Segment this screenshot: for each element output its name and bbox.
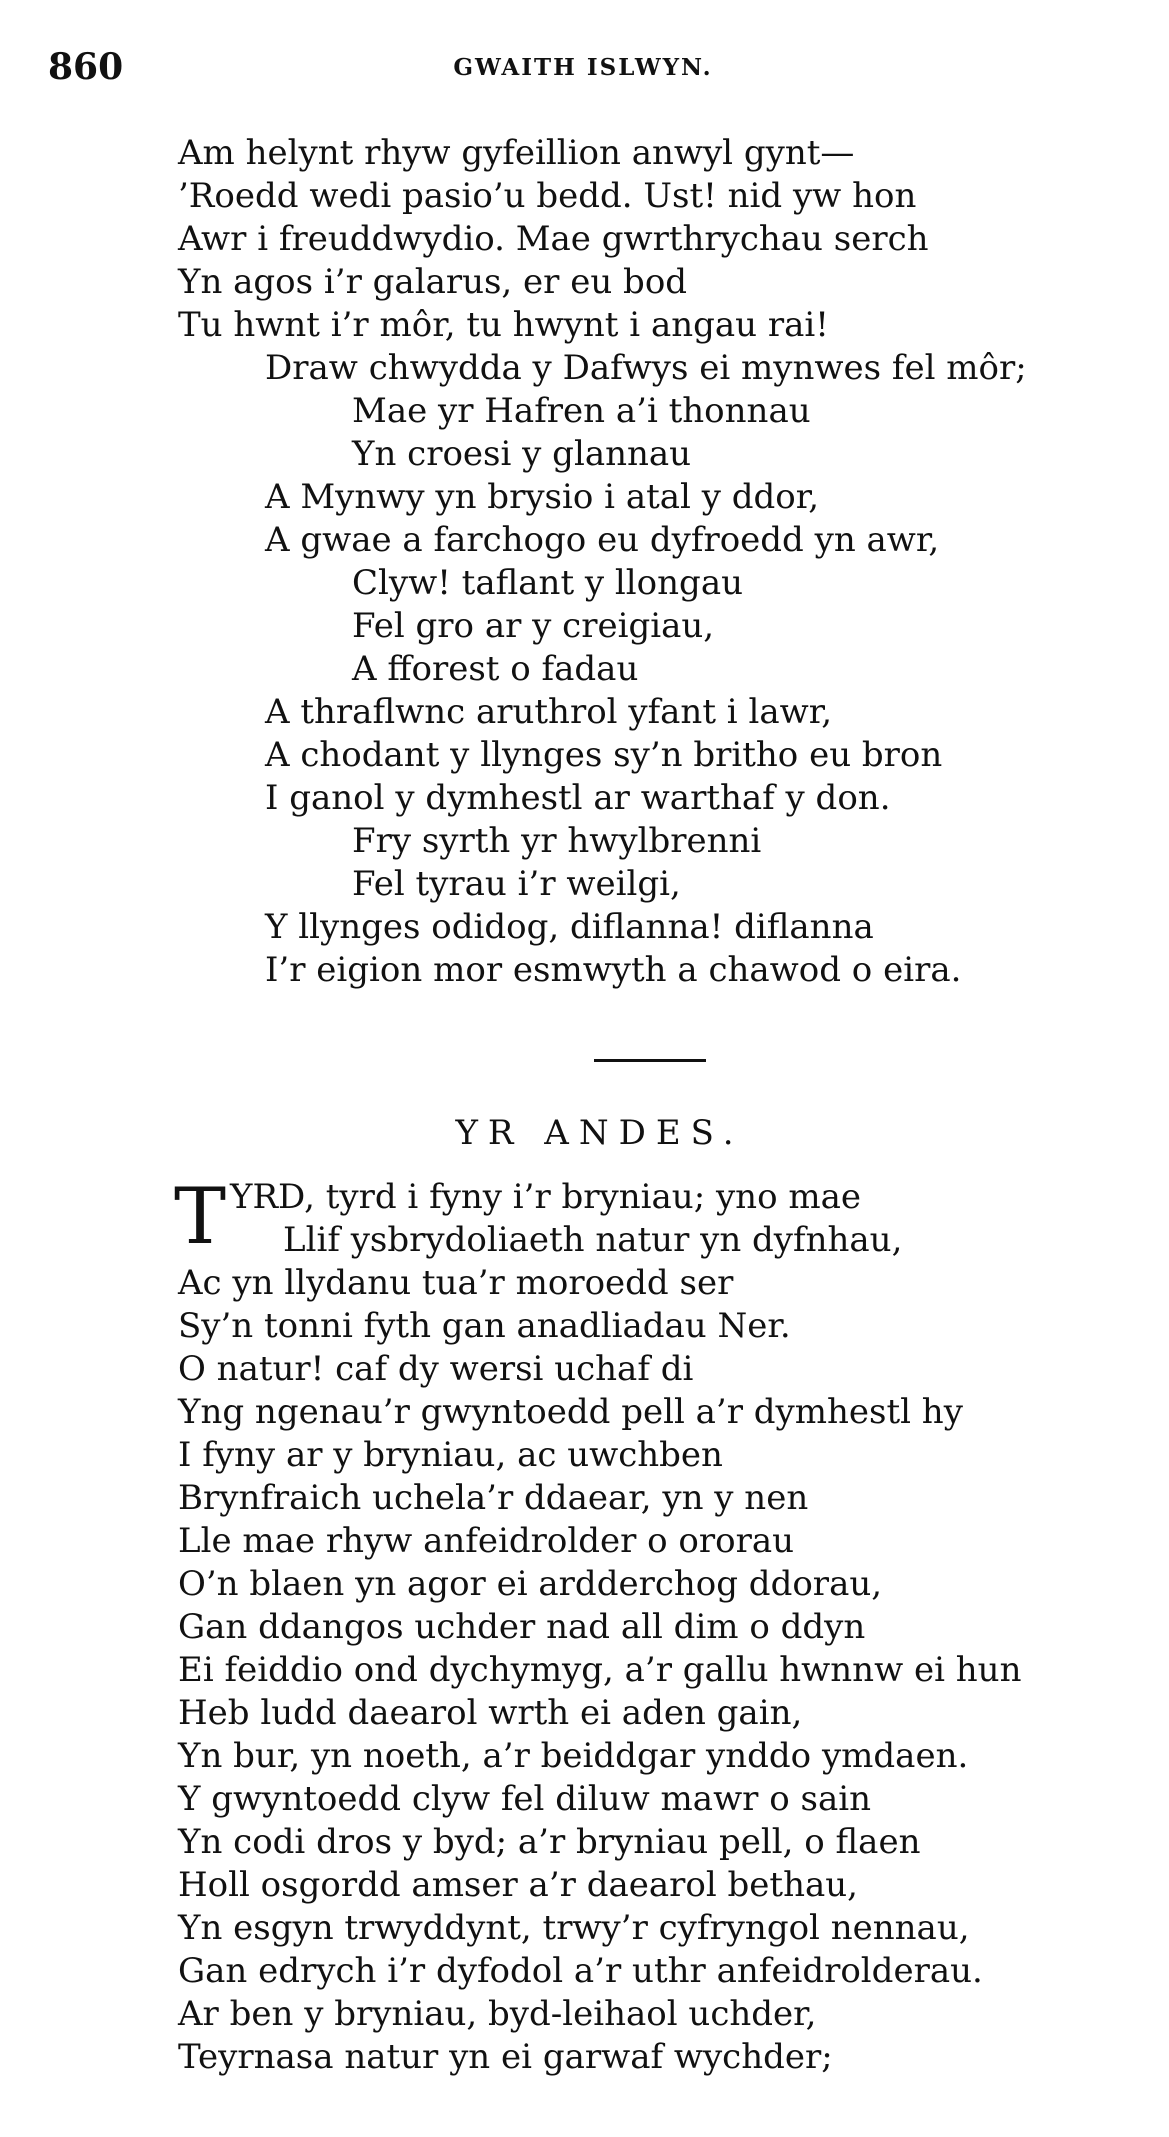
- poem-line: Heb ludd daearol wrth ei aden gain,: [178, 1693, 803, 1733]
- poem-line: Lle mae rhyw anfeidrolder o ororau: [178, 1521, 795, 1561]
- poem-line: Tu hwnt i’r môr, tu hwynt i angau rai!: [178, 305, 829, 345]
- poem-line: Brynfraich uchela’r ddaear, yn y nen: [178, 1478, 809, 1518]
- poem-line: Fry syrth yr hwylbrenni: [352, 821, 762, 861]
- poem-line: A thraflwnc aruthrol yfant i lawr,: [265, 692, 833, 732]
- drop-cap: T: [174, 1172, 227, 1262]
- page-number: 860: [48, 46, 124, 88]
- poem-line-second: Llif ysbrydoliaeth natur yn dyfnhau,: [283, 1220, 903, 1260]
- poem-title: YR ANDES.: [455, 1113, 744, 1153]
- poem-line: I’r eigion mor esmwyth a chawod o eira.: [265, 950, 962, 990]
- poem-line: Ei feiddio ond dychymyg, a’r gallu hwnnw ei hun: [178, 1650, 1022, 1690]
- poem-lines: [0, 1262, 1169, 2079]
- poem-line: Ar ben y bryniau, byd-leihaol uchder,: [178, 1994, 817, 2034]
- poem-line: Yn croesi y glannau: [352, 434, 692, 474]
- poem-line: Mae yr Hafren a’i thonnau: [352, 391, 811, 431]
- poem-line: Holl osgordd amser a’r daearol bethau,: [178, 1865, 858, 1905]
- poem-line: Yn bur, yn noeth, a’r beiddgar ynddo ymdaen.: [178, 1736, 969, 1776]
- poem-line: Yn agos i’r galarus, er eu bod: [178, 262, 688, 302]
- poem-continuation: [0, 132, 1169, 992]
- poem-line: Sy’n tonni fyth gan anadliadau Ner.: [178, 1306, 791, 1346]
- poem-line: Yng ngenau’r gwyntoedd pell a’r dymhestl hy: [178, 1392, 963, 1432]
- poem-line: O natur! caf dy wersi uchaf di: [178, 1349, 694, 1389]
- poem-line: ’Roedd wedi pasio’u bedd. Ust! nid yw hon: [178, 176, 917, 216]
- poem-yr-andes: [0, 1172, 1169, 2079]
- poem-line: A chodant y llynges sy’n britho eu bron: [265, 735, 943, 775]
- poem-line: Fel tyrau i’r weilgi,: [352, 864, 681, 904]
- poem-line: Fel gro ar y creigiau,: [352, 606, 715, 646]
- section-divider: [594, 1059, 706, 1062]
- poem-line: Y llynges odidog, diflanna! diflanna: [265, 907, 874, 947]
- poem-line: Ac yn llydanu tua’r moroedd ser: [178, 1263, 734, 1303]
- poem-line: Draw chwydda y Dafwys ei mynwes fel môr;: [265, 348, 1027, 388]
- poem-line: Yn esgyn trwyddynt, trwy’r cyfryngol nennau,: [178, 1908, 970, 1948]
- poem-line: Gan edrych i’r dyfodol a’r uthr anfeidrolderau.: [178, 1951, 983, 1991]
- poem-line: A gwae a farchogo eu dyfroedd yn awr,: [265, 520, 940, 560]
- poem-line: I ganol y dymhestl ar warthaf y don.: [265, 778, 891, 818]
- first-line-text: YRD, tyrd i fyny i’r bryniau; yno mae: [230, 1177, 861, 1217]
- poem-line: Am helynt rhyw gyfeillion anwyl gynt—: [178, 133, 855, 173]
- poem-line: Teyrnasa natur yn ei garwaf wychder;: [178, 2037, 833, 2077]
- running-title: GWAITH ISLWYN.: [453, 54, 713, 81]
- page-header: [48, 46, 1118, 96]
- poem-line: Clyw! taflant y llongau: [352, 563, 743, 603]
- poem-line: Yn codi dros y byd; a’r bryniau pell, o flaen: [178, 1822, 921, 1862]
- poem-line: Y gwyntoedd clyw fel diluw mawr o sain: [178, 1779, 871, 1819]
- poem-line: Awr i freuddwydio. Mae gwrthrychau serch: [178, 219, 929, 259]
- poem-line: A Mynwy yn brysio i atal y ddor,: [265, 477, 820, 517]
- poem-line: A fforest o fadau: [352, 649, 639, 689]
- poem-line: O’n blaen yn agor ei ardderchog ddorau,: [178, 1564, 883, 1604]
- poem-line: Gan ddangos uchder nad all dim o ddyn: [178, 1607, 866, 1647]
- poem-line: I fyny ar y bryniau, ac uwchben: [178, 1435, 723, 1475]
